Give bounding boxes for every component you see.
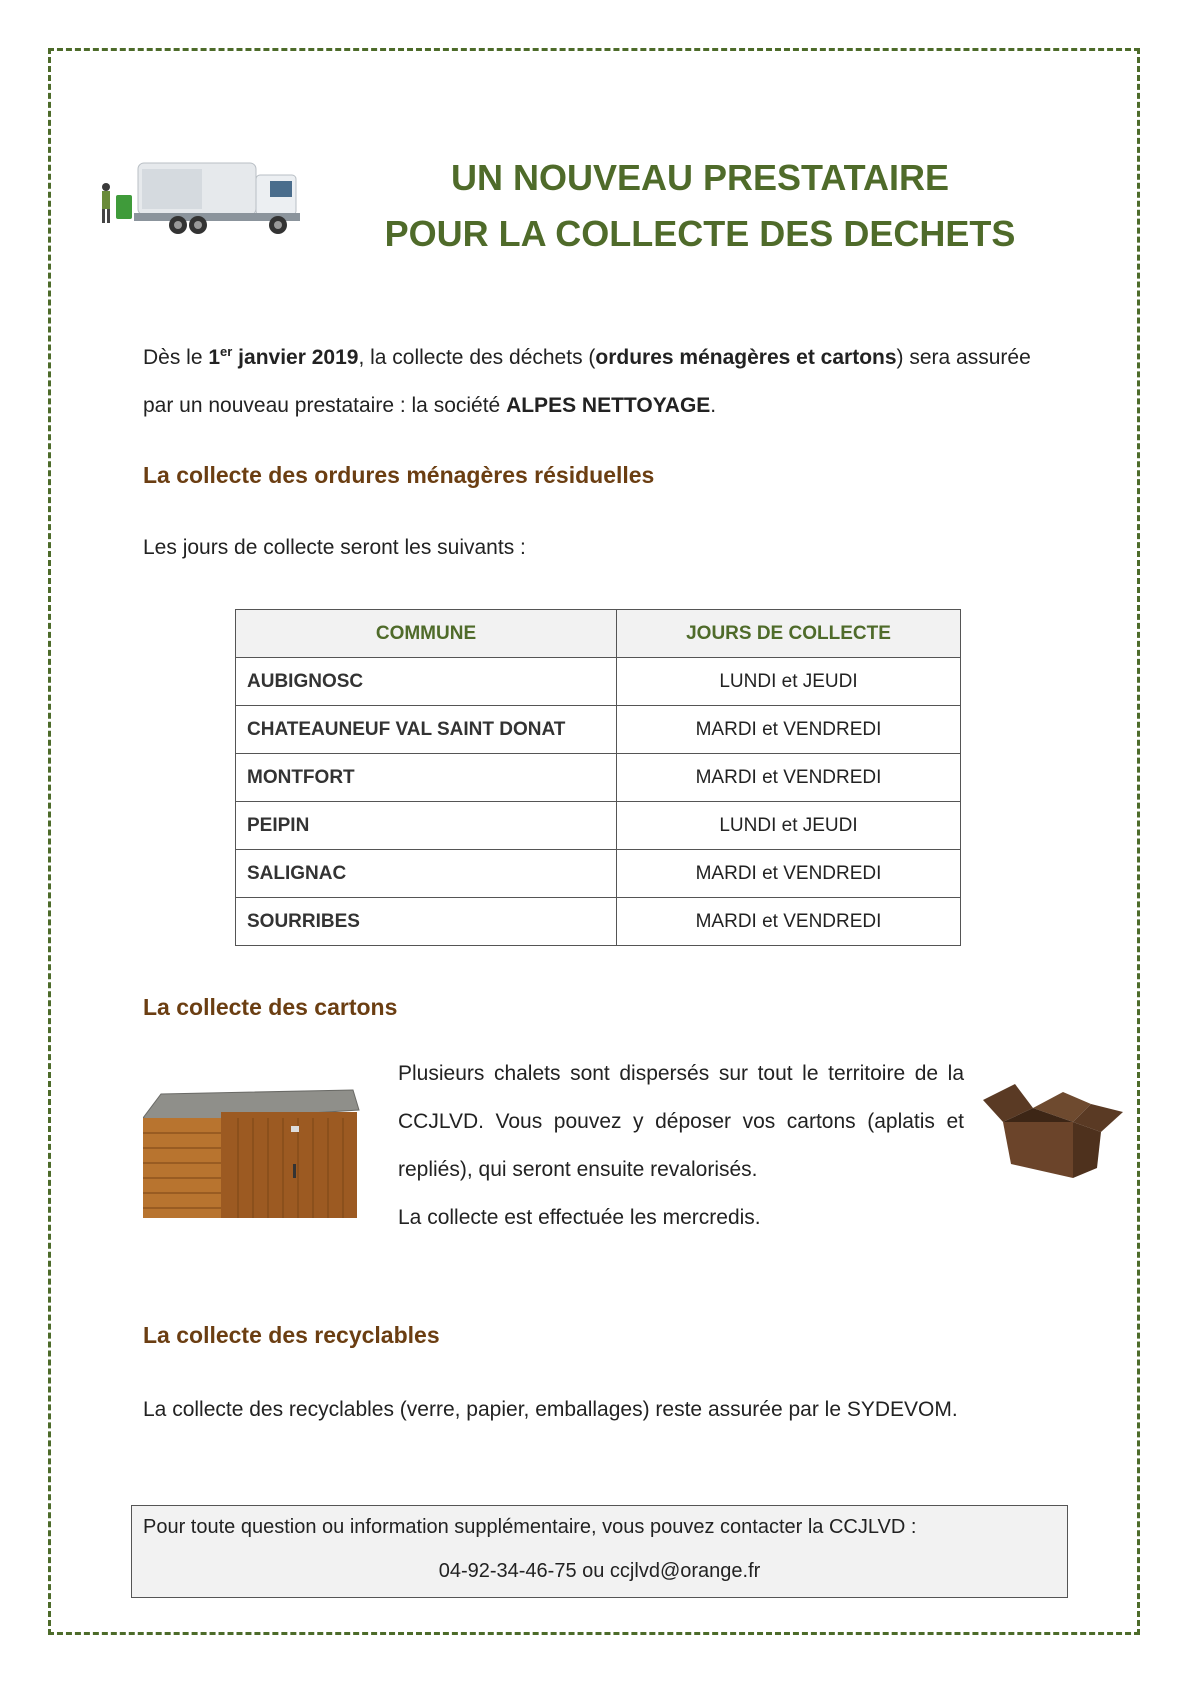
commune-cell: CHATEAUNEUF VAL SAINT DONAT [236,706,617,754]
collection-schedule-table [235,609,961,946]
schedule-lead: Les jours de collecte seront les suivants : [143,536,526,559]
date-rest: janvier 2019 [232,346,359,369]
commune-cell: PEIPIN [236,802,617,850]
days-cell: LUNDI et JEUDI [617,658,961,706]
cartons-paragraph: Plusieurs chalets sont dispersés sur tout le territoire de la CCJLVD. Vous pouvez y déposer vos cartons (aplatis et repliés), qui seront ensuite revalorisés. [398,1062,964,1181]
date-suffix: er [220,344,233,359]
table-row [236,802,961,850]
table-header-row [236,610,961,658]
table-row [236,706,961,754]
recyclables-text: La collecte des recyclables (verre, papier, emballages) reste assurée par le SYDEVOM. [143,1398,958,1421]
commune-cell: SALIGNAC [236,850,617,898]
table-row [236,850,961,898]
column-header-days: JOURS DE COLLECTE [617,610,961,658]
intro-text: Dès le [143,346,209,369]
title-line-1: UN NOUVEAU PRESTATAIRE [450,157,950,198]
cartons-description [398,1050,964,1242]
contact-box [131,1505,1068,1598]
contact-details: 04-92-34-46-75 ou ccjlvd@orange.fr [438,1560,761,1582]
intro-text: , la collecte des déchets ( [358,346,596,369]
intro-text: . [710,394,717,417]
title-line-2: POUR LA COLLECTE DES DECHETS [384,213,1016,254]
column-header-commune: COMMUNE [236,610,617,658]
table-row [236,898,961,946]
garbage-truck-icon [98,155,324,243]
table-row [236,754,961,802]
days-cell: MARDI et VENDREDI [617,754,961,802]
days-cell: MARDI et VENDREDI [617,706,961,754]
commune-cell: SOURRIBES [236,898,617,946]
start-date [208,346,358,369]
company-name: ALPES NETTOYAGE [506,394,711,417]
cartons-collection-day: La collecte est effectuée les mercredis. [398,1206,761,1229]
commune-cell: AUBIGNOSC [236,658,617,706]
days-cell: MARDI et VENDREDI [617,898,961,946]
waste-types: ordures ménagères et cartons [595,346,897,369]
table-row [236,658,961,706]
page-title [350,150,1050,262]
wooden-chalet-icon [143,1088,363,1224]
intro-paragraph [143,328,1053,430]
section-heading-residual: La collecte des ordures ménagères résiduelles [143,462,655,488]
date-day: 1 [208,346,221,369]
section-heading-recyclables: La collecte des recyclables [143,1322,440,1348]
cardboard-box-icon [983,1082,1123,1182]
commune-cell: MONTFORT [236,754,617,802]
section-heading-cartons: La collecte des cartons [143,994,398,1020]
days-cell: LUNDI et JEUDI [617,802,961,850]
intro-text: ) sera assurée par un nouveau prestataire : la société [143,346,1031,417]
days-cell: MARDI et VENDREDI [617,850,961,898]
contact-intro: Pour toute question ou information supplémentaire, vous pouvez contacter la CCJLVD : [143,1516,917,1538]
